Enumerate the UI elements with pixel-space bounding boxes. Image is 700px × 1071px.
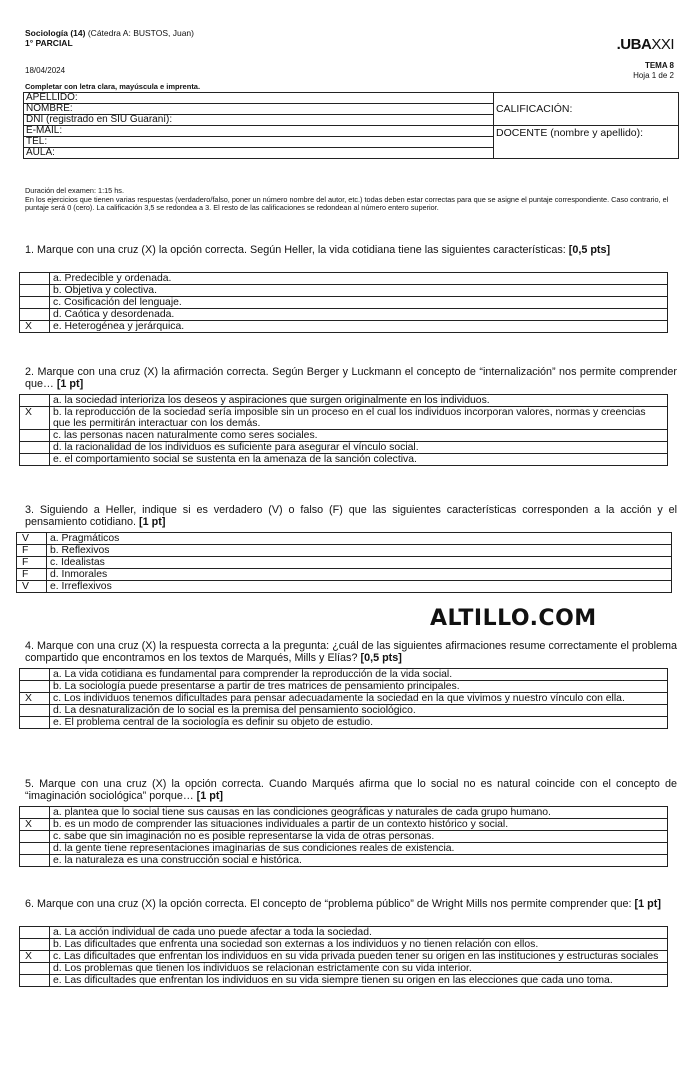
option-mark[interactable] bbox=[20, 430, 50, 442]
logo-bold: .UBA bbox=[616, 36, 652, 53]
question-3 bbox=[25, 504, 677, 528]
tema-label: TEMA 8 bbox=[644, 61, 674, 70]
option-row[interactable] bbox=[20, 309, 668, 321]
option-text: d. Inmorales bbox=[47, 569, 672, 581]
option-row[interactable] bbox=[20, 843, 668, 855]
option-text: c. las personas nacen naturalmente como seres sociales. bbox=[50, 430, 668, 442]
option-mark[interactable]: V bbox=[17, 581, 47, 593]
option-row[interactable] bbox=[20, 669, 668, 681]
question-5-options bbox=[19, 806, 668, 867]
question-4-points: [0,5 pts] bbox=[360, 652, 402, 664]
question-2-text: 2. Marque con una cruz (X) la afirmación correcta. Según Berger y Luckmann el concepto de “internalización” nos permite comprender que… bbox=[25, 366, 677, 390]
option-text: a. La acción individual de cada uno puede afectar a toda la sociedad. bbox=[50, 927, 668, 939]
option-mark[interactable]: F bbox=[17, 557, 47, 569]
question-2-options bbox=[19, 394, 668, 466]
complete-note: Completar con letra clara, mayúscula e imprenta. bbox=[25, 82, 201, 91]
option-text: e. Heterogénea y jerárquica. bbox=[50, 321, 668, 333]
exam-date: 18/04/2024 bbox=[25, 66, 66, 75]
option-row[interactable] bbox=[20, 285, 668, 297]
option-text: e. Irreflexivos bbox=[47, 581, 672, 593]
watermark: ALTILLO.COM bbox=[430, 606, 597, 631]
calificacion-field[interactable]: CALIFICACIÓN: bbox=[494, 93, 679, 126]
question-1 bbox=[25, 244, 677, 256]
option-row[interactable] bbox=[20, 855, 668, 867]
chair: (Cátedra A: BUSTOS, Juan) bbox=[87, 28, 194, 38]
question-6 bbox=[25, 898, 677, 910]
option-text: e. la naturaleza es una construcción social e histórica. bbox=[50, 855, 668, 867]
option-mark[interactable]: X bbox=[20, 819, 50, 831]
aula-field[interactable]: AULA: bbox=[24, 148, 494, 159]
option-mark[interactable] bbox=[20, 831, 50, 843]
course-header bbox=[25, 28, 194, 48]
question-5-text: 5. Marque con una cruz (X) la opción correcta. Cuando Marqués afirma que lo social no es natural coincide con el concepto de “imaginación sociológica” porque… bbox=[25, 778, 677, 802]
tel-field[interactable]: TEL: bbox=[24, 137, 494, 148]
option-row[interactable] bbox=[20, 442, 668, 454]
option-text: e. El problema central de la sociología es definir su objeto de estudio. bbox=[50, 717, 668, 729]
option-text: a. La vida cotidiana es fundamental para comprender la reproducción de la vida social. bbox=[50, 669, 668, 681]
nombre-field[interactable]: NOMBRE: bbox=[24, 104, 494, 115]
question-6-options bbox=[19, 926, 668, 987]
dni-field[interactable]: DNI (registrado en SIU Guaraní): bbox=[24, 115, 494, 126]
question-6-points: [1 pt] bbox=[634, 898, 661, 910]
option-mark[interactable] bbox=[20, 297, 50, 309]
option-row[interactable] bbox=[20, 819, 668, 831]
option-mark[interactable] bbox=[20, 681, 50, 693]
question-1-text: 1. Marque con una cruz (X) la opción correcta. Según Heller, la vida cotidiana tiene las siguientes características: bbox=[25, 244, 566, 256]
option-mark[interactable] bbox=[20, 273, 50, 285]
option-row[interactable] bbox=[20, 975, 668, 987]
option-row[interactable] bbox=[20, 693, 668, 705]
option-row[interactable] bbox=[20, 681, 668, 693]
option-mark[interactable]: V bbox=[17, 533, 47, 545]
option-mark[interactable] bbox=[20, 843, 50, 855]
option-mark[interactable] bbox=[20, 807, 50, 819]
option-row[interactable] bbox=[20, 939, 668, 951]
option-mark[interactable] bbox=[20, 454, 50, 466]
question-6-text: 6. Marque con una cruz (X) la opción correcta. El concepto de “problema público” de Wright Mills nos permite comprender que: bbox=[25, 898, 632, 910]
option-text: b. La sociología puede presentarse a partir de tres matrices de pensamiento principales. bbox=[50, 681, 668, 693]
option-text: c. sabe que sin imaginación no es posible representarse la vida de otras personas. bbox=[50, 831, 668, 843]
option-mark[interactable]: X bbox=[20, 951, 50, 963]
apellido-field[interactable]: APELLIDO: bbox=[24, 93, 494, 104]
question-5 bbox=[25, 778, 677, 802]
option-mark[interactable] bbox=[20, 705, 50, 717]
option-mark[interactable]: X bbox=[20, 321, 50, 333]
option-mark[interactable] bbox=[20, 717, 50, 729]
option-row[interactable] bbox=[17, 557, 672, 569]
option-text: b. es un modo de comprender las situaciones individuales a partir de un contexto histórico y social. bbox=[50, 819, 668, 831]
option-row[interactable] bbox=[20, 273, 668, 285]
option-row[interactable] bbox=[20, 951, 668, 963]
option-text: b. Reflexivos bbox=[47, 545, 672, 557]
exam-name: 1° PARCIAL bbox=[25, 38, 73, 48]
option-mark[interactable] bbox=[20, 669, 50, 681]
option-text: b. Objetiva y colectiva. bbox=[50, 285, 668, 297]
subject: Sociología (14) bbox=[25, 28, 86, 38]
option-mark[interactable] bbox=[20, 395, 50, 407]
option-row[interactable] bbox=[20, 407, 668, 430]
tema-block bbox=[633, 61, 674, 80]
option-row[interactable] bbox=[20, 807, 668, 819]
option-text: a. la sociedad interioriza los deseos y aspiraciones que surgen originalmente en los individuos. bbox=[50, 395, 668, 407]
option-text: c. Idealistas bbox=[47, 557, 672, 569]
option-row[interactable] bbox=[20, 395, 668, 407]
option-row[interactable] bbox=[17, 545, 672, 557]
student-id-table bbox=[23, 92, 679, 159]
question-3-text: 3. Siguiendo a Heller, indique si es verdadero (V) o falso (F) que las siguientes características corresponden a la acción y el pensamiento cotidiano. bbox=[25, 504, 677, 528]
option-mark[interactable] bbox=[20, 285, 50, 297]
docente-field[interactable]: DOCENTE (nombre y apellido): bbox=[494, 126, 679, 159]
option-text: c. Cosificación del lenguaje. bbox=[50, 297, 668, 309]
option-mark[interactable] bbox=[20, 855, 50, 867]
option-row[interactable] bbox=[20, 717, 668, 729]
uba-logo bbox=[617, 36, 674, 53]
option-mark[interactable]: X bbox=[20, 407, 50, 430]
option-row[interactable] bbox=[20, 430, 668, 442]
question-1-options bbox=[19, 272, 668, 333]
page-count: Hoja 1 de 2 bbox=[633, 70, 674, 80]
option-text: b. Las dificultades que enfrenta una sociedad son externas a los individuos y no tienen relación con ellos. bbox=[50, 939, 668, 951]
question-3-points: [1 pt] bbox=[139, 516, 166, 528]
option-mark[interactable] bbox=[20, 963, 50, 975]
option-row[interactable] bbox=[20, 454, 668, 466]
option-text: d. la gente tiene representaciones imaginarias de sus condiciones reales de existencia. bbox=[50, 843, 668, 855]
option-text: e. Las dificultades que enfrentan los individuos en su vida siempre tienen su origen en las elecciones que cada uno toma. bbox=[50, 975, 668, 987]
option-row[interactable] bbox=[20, 831, 668, 843]
instructions-text: En los ejercicios que tienen varias respuestas (verdadero/falso, poner un número nombre del autor, etc.) todas deben estar correctas para que se asigne el puntaje correspondiente. Caso contrario, el puntaje será 0 (cero). La calificación 3,5 se redondea a 3. El resto de las calificaciones se redondean al número entero superior. bbox=[25, 194, 669, 213]
option-mark[interactable] bbox=[20, 309, 50, 321]
option-text: d. Caótica y desordenada. bbox=[50, 309, 668, 321]
question-2-points: [1 pt] bbox=[56, 378, 84, 390]
option-row[interactable] bbox=[20, 321, 668, 333]
option-text: d. la racionalidad de los individuos es suficiente para asegurar el vínculo social. bbox=[50, 442, 668, 454]
option-text: a. plantea que lo social tiene sus causas en las condiciones geográficas y naturales de cada grupo humano. bbox=[50, 807, 668, 819]
option-text: c. Los individuos tenemos dificultades para pensar adecuadamente la sociedad en la que vivimos y nuestro vínculo con ella. bbox=[50, 693, 668, 705]
question-4-text: 4. Marque con una cruz (X) la respuesta correcta a la pregunta: ¿cuál de las siguientes afirmaciones resume correctamente el problema compartido que encontramos en los textos de Marqués, Mills y Elías? bbox=[25, 640, 677, 664]
option-row[interactable] bbox=[20, 705, 668, 717]
option-text: d. La desnaturalización de lo social es la premisa del pensamiento sociológico. bbox=[50, 705, 668, 717]
question-5-points: [1 pt] bbox=[196, 790, 224, 802]
question-4-options bbox=[19, 668, 668, 729]
option-mark[interactable]: X bbox=[20, 693, 50, 705]
option-row[interactable] bbox=[20, 297, 668, 309]
option-mark[interactable] bbox=[20, 442, 50, 454]
option-mark[interactable] bbox=[20, 927, 50, 939]
option-mark[interactable] bbox=[20, 939, 50, 951]
option-text: a. Predecible y ordenada. bbox=[50, 273, 668, 285]
email-field[interactable]: E-MAIL: bbox=[24, 126, 494, 137]
option-row[interactable] bbox=[17, 533, 672, 545]
option-row[interactable] bbox=[20, 927, 668, 939]
question-3-options bbox=[16, 532, 672, 593]
option-mark[interactable]: F bbox=[17, 545, 47, 557]
option-row[interactable] bbox=[17, 569, 672, 581]
option-row[interactable] bbox=[20, 963, 668, 975]
question-1-points: [0,5 pts] bbox=[568, 244, 611, 256]
option-text: d. Los problemas que tienen los individuos se relacionan estrictamente con su vida interior. bbox=[50, 963, 668, 975]
option-text: a. Pragmáticos bbox=[47, 533, 672, 545]
option-row[interactable] bbox=[17, 581, 672, 593]
option-text: e. el comportamiento social se sustenta en la amenaza de la sanción colectiva. bbox=[50, 454, 668, 466]
instructions bbox=[25, 187, 675, 213]
question-2 bbox=[25, 366, 677, 390]
option-mark[interactable] bbox=[20, 975, 50, 987]
option-text: c. Las dificultades que enfrentan los individuos en su vida privada pueden tener su origen en las instituciones y estructuras sociales bbox=[50, 951, 668, 963]
duration: Duración del examen: 1:15 hs. bbox=[25, 186, 124, 195]
question-4 bbox=[25, 640, 677, 664]
option-mark[interactable]: F bbox=[17, 569, 47, 581]
logo-thin: XXI bbox=[651, 36, 674, 53]
option-text: b. la reproducción de la sociedad sería imposible sin un proceso en el cual los individuos incorporan valores, normas y creencias que les permitirán interactuar con los demás. bbox=[50, 407, 668, 430]
